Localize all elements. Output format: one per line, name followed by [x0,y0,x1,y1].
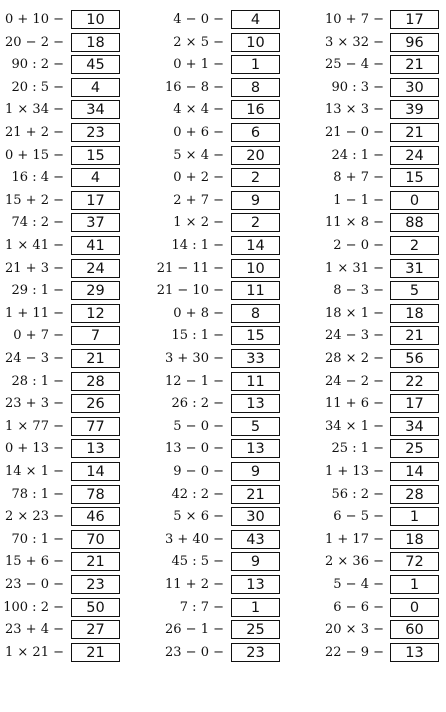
answer-box: 20 [231,146,280,165]
problem-expression: 12 − 1 − [165,373,224,389]
problem-row [0,54,446,76]
answer-box: 15 [71,146,120,165]
answer-box: 4 [231,10,280,29]
problem-expression: 26 − 1 − [165,622,224,638]
problem-row [0,235,446,257]
problem-expression: 2 × 23 − [5,509,64,525]
problem-expression: 70 : 1 − [11,531,64,547]
answer-box: 21 [390,123,439,142]
problem-expression: 28 : 1 − [11,373,64,389]
problem-row [0,258,446,280]
problem-row [0,574,446,596]
problem-expression: 0 + 7 − [13,328,64,344]
problem-expression: 3 × 32 − [325,34,384,50]
problem-expression: 6 − 5 − [333,509,384,525]
answer-box: 8 [231,78,280,97]
answer-box: 14 [390,462,439,481]
problem-expression: 6 − 6 − [333,599,384,615]
answer-box: 13 [71,439,120,458]
answer-box: 1 [390,507,439,526]
answer-box: 10 [231,259,280,278]
problem-expression: 20 : 5 − [11,79,64,95]
answer-box: 25 [390,439,439,458]
answer-box: 17 [390,10,439,29]
problem-expression: 16 − 8 − [165,79,224,95]
answer-box: 23 [231,643,280,662]
answer-box: 21 [71,552,120,571]
answer-box: 45 [71,55,120,74]
problem-expression: 2 × 36 − [325,554,384,570]
problem-expression: 78 : 1 − [11,486,64,502]
problem-expression: 23 − 0 − [5,577,64,592]
problem-row [0,167,446,189]
problem-row [0,619,446,641]
problem-expression: 23 + 4 − [5,622,64,638]
answer-box: 4 [71,168,120,187]
answer-box: 28 [390,485,439,504]
answer-box: 21 [71,349,120,368]
answer-box: 21 [390,326,439,345]
answer-box: 60 [390,620,439,639]
answer-box: 0 [390,598,439,617]
problem-row [0,506,446,528]
problem-expression: 21 − 10 − [156,283,224,299]
answer-box: 70 [71,530,120,549]
answer-box: 0 [390,191,439,210]
answer-box: 21 [390,55,439,74]
problem-row [0,9,446,31]
problem-expression: 42 : 2 − [171,486,224,502]
answer-box: 23 [71,575,120,594]
problem-expression: 1 + 17 − [325,531,384,547]
problem-expression: 3 + 40 − [165,531,224,547]
answer-box: 34 [390,417,439,436]
problem-expression: 1 × 77 − [5,418,64,434]
problem-row [0,371,446,393]
answer-box: 13 [231,439,280,458]
problem-row [0,145,446,167]
problem-expression: 22 − 9 − [325,644,384,660]
problem-expression: 74 : 2 − [11,215,64,231]
problem-expression: 8 − 3 − [333,283,384,299]
problem-expression: 2 + 7 − [173,192,224,208]
problem-expression: 13 × 3 − [325,102,384,118]
problem-expression: 56 : 2 − [331,486,384,502]
problem-expression: 0 + 2 − [173,170,224,186]
answer-box: 1 [390,575,439,594]
problem-expression: 21 + 2 − [5,125,64,140]
problem-expression: 24 : 1 − [331,147,384,163]
problem-row [0,551,446,573]
problem-expression: 7 : 7 − [179,599,224,615]
problem-row [0,416,446,438]
problem-expression: 1 + 11 − [5,305,64,321]
problem-expression: 1 × 34 − [5,102,64,118]
answer-box: 12 [71,304,120,323]
answer-box: 9 [231,191,280,210]
answer-box: 15 [231,326,280,345]
answer-box: 10 [231,33,280,52]
answer-box: 30 [390,78,439,97]
problem-expression: 14 × 1 − [5,464,64,479]
answer-box: 29 [71,281,120,300]
problem-expression: 23 − 0 − [165,644,224,660]
answer-box: 23 [71,123,120,142]
problem-expression: 90 : 2 − [11,57,64,73]
problem-expression: 11 + 2 − [165,577,224,592]
answer-box: 9 [231,462,280,481]
answer-box: 14 [71,462,120,481]
problem-expression: 45 : 5 − [171,554,224,570]
problem-row [0,280,446,302]
problem-expression: 11 + 6 − [325,396,384,412]
answer-box: 30 [231,507,280,526]
answer-box: 56 [390,349,439,368]
problem-expression: 25 : 1 − [331,441,384,457]
problem-expression: 25 − 4 − [325,57,384,73]
answer-box: 34 [71,100,120,119]
problem-expression: 1 × 2 − [173,215,224,231]
problem-expression: 8 + 7 − [333,170,384,186]
problem-expression: 90 : 3 − [331,79,384,95]
answer-box: 50 [71,598,120,617]
answer-box: 8 [231,304,280,323]
problem-expression: 1 × 21 − [5,644,64,660]
problem-expression: 5 − 0 − [173,418,224,434]
problem-expression: 5 − 4 − [333,577,384,592]
problem-expression: 0 + 13 − [5,441,64,457]
answer-box: 17 [390,394,439,413]
answer-box: 16 [231,100,280,119]
problem-row [0,32,446,54]
problem-expression: 15 + 6 − [5,554,64,570]
answer-box: 24 [390,146,439,165]
answer-box: 9 [231,552,280,571]
answer-box: 5 [390,281,439,300]
answer-box: 27 [71,620,120,639]
answer-box: 11 [231,372,280,391]
answer-box: 26 [71,394,120,413]
problem-expression: 16 : 4 − [11,170,64,186]
problem-row [0,348,446,370]
problem-expression: 23 + 3 − [5,396,64,412]
problem-expression: 24 − 2 − [325,373,384,389]
answer-box: 72 [390,552,439,571]
answer-box: 6 [231,123,280,142]
answer-box: 31 [390,259,439,278]
problem-expression: 9 − 0 − [173,464,224,479]
problem-expression: 10 + 7 − [325,12,384,27]
problem-expression: 21 − 0 − [325,125,384,140]
problem-expression: 1 × 41 − [5,238,64,253]
answer-box: 14 [231,236,280,255]
problem-expression: 0 + 1 − [173,57,224,73]
answer-box: 77 [71,417,120,436]
problem-expression: 20 − 2 − [5,34,64,50]
answer-box: 4 [71,78,120,97]
problem-row [0,99,446,121]
problem-row [0,529,446,551]
problem-expression: 100 : 2 − [3,599,64,615]
problem-row [0,438,446,460]
problem-row [0,642,446,664]
problem-expression: 0 + 10 − [5,12,64,27]
answer-box: 28 [71,372,120,391]
answer-box: 33 [231,349,280,368]
answer-box: 13 [231,394,280,413]
problem-expression: 1 + 13 − [325,464,384,479]
problem-expression: 15 + 2 − [5,192,64,208]
problem-expression: 1 − 1 − [333,192,384,208]
answer-box: 5 [231,417,280,436]
answer-box: 1 [231,598,280,617]
answer-box: 15 [390,168,439,187]
answer-box: 17 [71,191,120,210]
problem-expression: 3 + 30 − [165,351,224,366]
answer-box: 41 [71,236,120,255]
problem-expression: 4 × 4 − [173,102,224,118]
problem-expression: 29 : 1 − [11,283,64,299]
answer-box: 25 [231,620,280,639]
answer-box: 43 [231,530,280,549]
problem-expression: 14 : 1 − [171,238,224,253]
problem-expression: 0 + 15 − [5,147,64,163]
answer-box: 1 [231,55,280,74]
answer-box: 39 [390,100,439,119]
problem-row [0,303,446,325]
answer-box: 21 [231,485,280,504]
answer-box: 13 [390,643,439,662]
answer-box: 2 [231,213,280,232]
answer-box: 18 [390,304,439,323]
answer-box: 96 [390,33,439,52]
answer-box: 78 [71,485,120,504]
answer-box: 21 [71,643,120,662]
problem-expression: 13 − 0 − [165,441,224,457]
problem-expression: 21 + 3 − [5,260,64,276]
problem-expression: 0 + 8 − [173,305,224,321]
problem-expression: 1 × 31 − [325,260,384,276]
problem-expression: 11 × 8 − [325,215,384,231]
problem-expression: 0 + 6 − [173,125,224,140]
problem-expression: 21 − 11 − [156,260,224,276]
problem-row [0,484,446,506]
problem-expression: 26 : 2 − [171,396,224,412]
problem-expression: 5 × 4 − [173,147,224,163]
problem-row [0,325,446,347]
problem-expression: 2 − 0 − [333,238,384,253]
problem-row [0,597,446,619]
answer-box: 88 [390,213,439,232]
problem-expression: 18 × 1 − [325,305,384,321]
answer-box: 24 [71,259,120,278]
answer-box: 11 [231,281,280,300]
problem-row [0,190,446,212]
problem-row [0,393,446,415]
problem-row [0,122,446,144]
problem-expression: 28 × 2 − [325,351,384,366]
problem-expression: 34 × 1 − [325,418,384,434]
answer-box: 2 [390,236,439,255]
problem-expression: 2 × 5 − [173,34,224,50]
problem-row [0,212,446,234]
answer-box: 37 [71,213,120,232]
problem-expression: 15 : 1 − [171,328,224,344]
answer-box: 13 [231,575,280,594]
answer-box: 46 [71,507,120,526]
answer-box: 18 [390,530,439,549]
problem-expression: 4 − 0 − [173,12,224,27]
problem-row [0,77,446,99]
problem-expression: 5 × 6 − [173,509,224,525]
problem-expression: 24 − 3 − [325,328,384,344]
answer-box: 7 [71,326,120,345]
answer-box: 10 [71,10,120,29]
answer-box: 22 [390,372,439,391]
problem-expression: 24 − 3 − [5,351,64,366]
problem-row [0,461,446,483]
problem-expression: 20 × 3 − [325,622,384,638]
answer-box: 18 [71,33,120,52]
answer-box: 2 [231,168,280,187]
